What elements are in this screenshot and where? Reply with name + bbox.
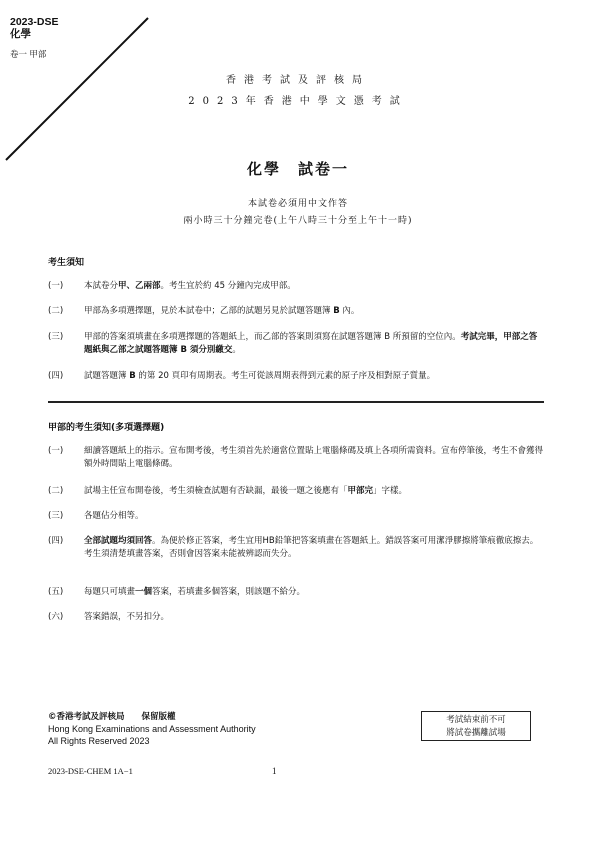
item-number: (四) xyxy=(48,536,64,546)
copyright-block xyxy=(48,711,256,747)
item-text: 甲部為多項選擇題，見於本試卷中；乙部的試題另見於試題答題簿 B 內。 xyxy=(84,306,360,316)
general-item xyxy=(48,370,544,383)
item-text: 答案錯誤，不另扣分。 xyxy=(84,612,170,622)
notice-line: 將試卷攜離試場 xyxy=(446,728,506,738)
corner-label xyxy=(10,16,58,60)
exam-name: 2023年香港中學文憑考試 xyxy=(188,96,408,107)
item-number: (四) xyxy=(48,371,64,381)
time-note: 兩小時三十分鐘完卷(上午八時三十分至上午十一時) xyxy=(183,216,413,226)
item-text: 各題佔分相等。 xyxy=(84,511,144,521)
copyright-line: ©香港考試及評核局 保留版權 xyxy=(48,712,176,722)
language-note: 本試卷必須用中文作答 xyxy=(247,199,348,209)
section-a-item xyxy=(48,586,544,599)
general-instructions-heading: 考生須知 xyxy=(48,258,85,268)
corner-exam-code: 2023-DSE xyxy=(10,16,59,28)
org-name: 香港考試及評核局 xyxy=(226,75,370,86)
item-number: (三) xyxy=(48,332,64,342)
section-a-item xyxy=(48,611,544,624)
general-item xyxy=(48,305,544,318)
section-a-item xyxy=(48,485,544,498)
item-text: 本試卷分甲、乙兩部。考生宜於約 45 分鐘內完成甲部。 xyxy=(84,281,296,291)
item-text: 甲部的答案須填畫在多項選擇題的答題紙上，而乙部的答案則須寫在試題答題簿 B 所預留的空位內。考試完畢，甲部之答題紙與乙部之試題答題簿 B 須分別繳交。 xyxy=(84,332,538,355)
item-text: 每題只可填畫一個答案，若填畫多個答案，則該題不給分。 xyxy=(84,587,306,597)
item-number: (二) xyxy=(48,306,64,316)
footer-paper-code: 2023-DSE-CHEM 1A−1 xyxy=(48,766,133,776)
corner-paper: 卷一 甲部 xyxy=(10,49,47,59)
notice-line: 考試結束前不可 xyxy=(446,715,506,725)
item-number: (五) xyxy=(48,587,64,597)
item-number: (三) xyxy=(48,511,64,521)
section-divider xyxy=(48,401,544,403)
item-number: (一) xyxy=(48,446,64,456)
general-item xyxy=(48,280,544,293)
page-title: 化學 試卷一 xyxy=(246,160,349,178)
item-text: 試場主任宣布開卷後，考生須檢查試題有否缺漏，最後一題之後應有「甲部完」字樣。 xyxy=(84,486,408,496)
page-number: 1 xyxy=(272,766,277,776)
item-number: (一) xyxy=(48,281,64,291)
item-number: (二) xyxy=(48,486,64,496)
section-a-item xyxy=(48,510,544,523)
copyright-org-en: Hong Kong Examinations and Assessment Authority xyxy=(48,724,256,734)
corner-subject: 化學 xyxy=(10,28,31,40)
exam-room-notice xyxy=(421,711,531,741)
section-a-item xyxy=(48,535,544,561)
section-a-heading: 甲部的考生須知(多項選擇題) xyxy=(48,423,165,433)
copyright-rights: All Rights Reserved 2023 xyxy=(48,736,150,746)
item-text: 細讀答題紙上的指示。宣布開考後，考生須首先於適當位置貼上電腦條碼及填上各項所需資料。宣布停筆後，考生不會獲得額外時間貼上電腦條碼。 xyxy=(84,446,544,469)
item-text: 全部試題均須回答。為便於修正答案，考生宜用HB鉛筆把答案填畫在答題紙上。錯誤答案可用潔淨膠擦將筆痕徹底擦去。考生須清楚填畫答案，否則會因答案未能被辨認而失分。 xyxy=(84,536,539,559)
section-a-item xyxy=(48,445,544,471)
item-number: (六) xyxy=(48,612,64,622)
general-item xyxy=(48,331,544,357)
item-text: 試題答題簿 B 的第 20 頁印有周期表。考生可從該周期表得到元素的原子序及相對原子質量。 xyxy=(84,371,436,381)
